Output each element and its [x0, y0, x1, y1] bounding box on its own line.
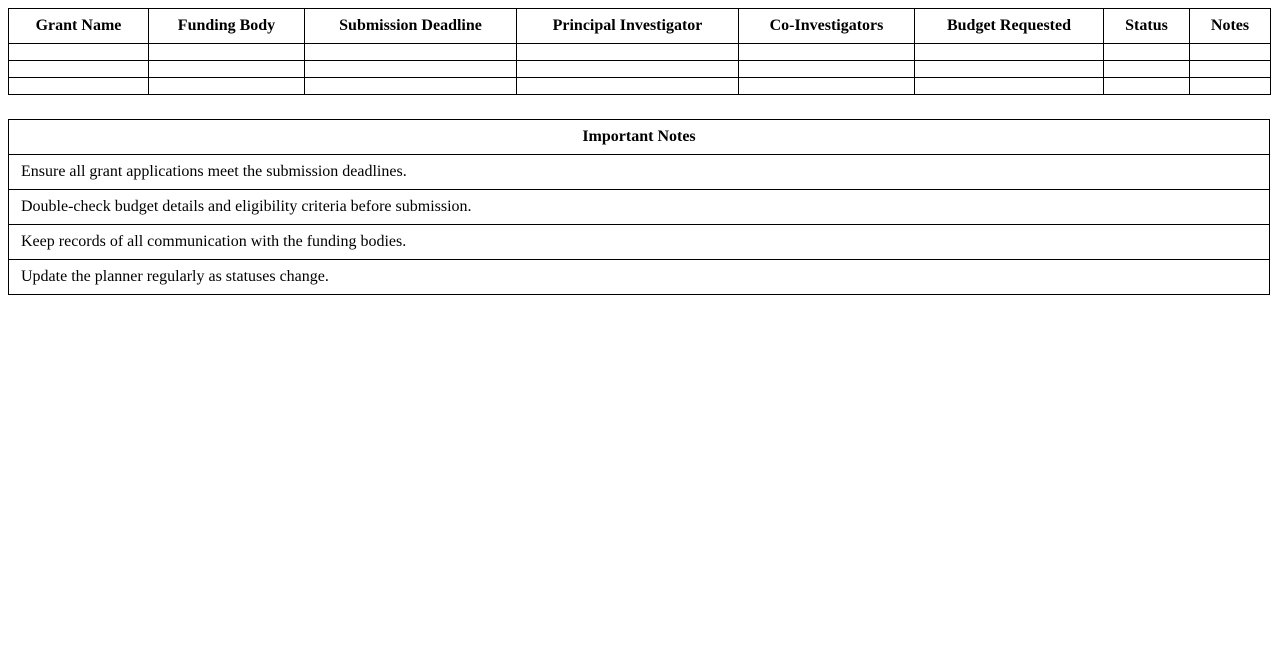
header-grant-name: Grant Name	[9, 9, 149, 44]
table-cell[interactable]	[517, 44, 739, 61]
header-budget-requested: Budget Requested	[915, 9, 1104, 44]
notes-header-row	[9, 120, 1270, 155]
table-cell[interactable]	[739, 44, 915, 61]
table-cell[interactable]	[9, 78, 149, 95]
table-row	[9, 78, 1271, 95]
table-cell[interactable]	[1190, 61, 1271, 78]
table-cell[interactable]	[915, 44, 1104, 61]
note-text: Ensure all grant applications meet the submission deadlines.	[9, 155, 1270, 190]
grants-header-row	[9, 9, 1271, 44]
table-cell[interactable]	[739, 61, 915, 78]
table-cell[interactable]	[305, 61, 517, 78]
table-cell[interactable]	[1190, 44, 1271, 61]
header-status: Status	[1104, 9, 1190, 44]
table-cell[interactable]	[1104, 44, 1190, 61]
table-cell[interactable]	[149, 78, 305, 95]
important-notes-title: Important Notes	[9, 120, 1270, 155]
list-item	[9, 225, 1270, 260]
note-text: Keep records of all communication with the funding bodies.	[9, 225, 1270, 260]
table-cell[interactable]	[9, 61, 149, 78]
note-text: Double-check budget details and eligibility criteria before submission.	[9, 190, 1270, 225]
table-cell[interactable]	[739, 78, 915, 95]
important-notes-table	[8, 119, 1270, 295]
table-cell[interactable]	[1104, 61, 1190, 78]
table-cell[interactable]	[9, 44, 149, 61]
list-item	[9, 260, 1270, 295]
header-submission-deadline: Submission Deadline	[305, 9, 517, 44]
header-principal-investigator: Principal Investigator	[517, 9, 739, 44]
note-text: Update the planner regularly as statuses change.	[9, 260, 1270, 295]
table-cell[interactable]	[305, 78, 517, 95]
table-cell[interactable]	[915, 61, 1104, 78]
list-item	[9, 155, 1270, 190]
table-cell[interactable]	[149, 44, 305, 61]
table-row	[9, 44, 1271, 61]
header-funding-body: Funding Body	[149, 9, 305, 44]
table-cell[interactable]	[517, 78, 739, 95]
table-cell[interactable]	[915, 78, 1104, 95]
table-cell[interactable]	[1190, 78, 1271, 95]
table-cell[interactable]	[149, 61, 305, 78]
grants-table	[8, 8, 1271, 95]
header-co-investigators: Co-Investigators	[739, 9, 915, 44]
table-cell[interactable]	[305, 44, 517, 61]
table-row	[9, 61, 1271, 78]
table-cell[interactable]	[517, 61, 739, 78]
list-item	[9, 190, 1270, 225]
header-notes: Notes	[1190, 9, 1271, 44]
table-cell[interactable]	[1104, 78, 1190, 95]
